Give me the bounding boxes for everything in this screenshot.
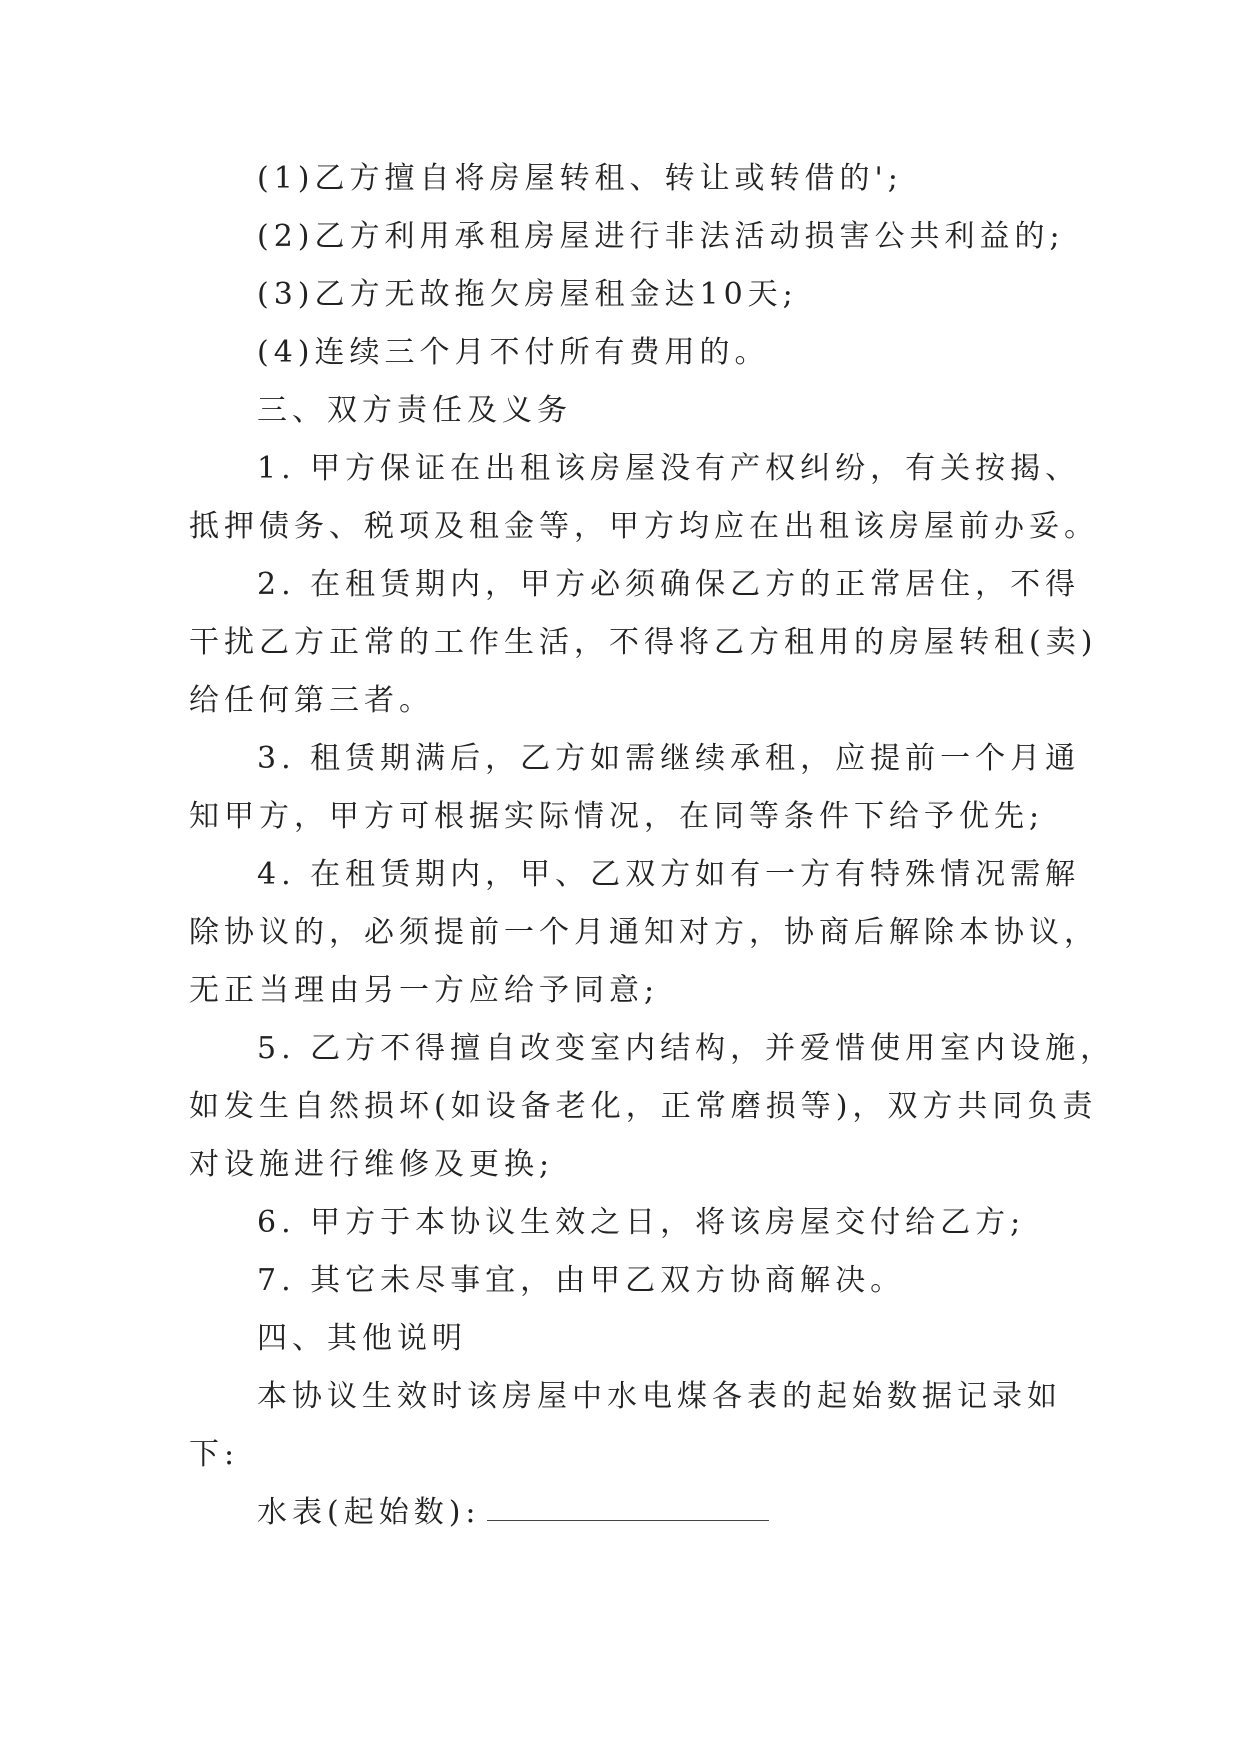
paragraph-line: 3. 租赁期满后，乙方如需继续承租，应提前一个月通 [257, 741, 1081, 776]
paragraph-line: 4. 在租赁期内，甲、乙双方如有一方有特殊情况需解 [257, 857, 1081, 892]
paragraph-line: 如发生自然损坏(如设备老化，正常磨损等)，双方共同负责 [189, 1089, 1098, 1124]
paragraph-line: 对设施进行维修及更换; [189, 1147, 555, 1182]
paragraph-line: 1. 甲方保证在出租该房屋没有产权纠纷，有关按揭、 [257, 451, 1081, 486]
section-4-paragraph [189, 1368, 1069, 1484]
section-3-item-5 [189, 1020, 1116, 1194]
section-3-item-1 [189, 440, 1099, 556]
document-body [189, 150, 1116, 1542]
section-3-item-4 [189, 846, 1099, 1020]
paragraph-line: 无正当理由另一方应给予同意; [189, 973, 660, 1008]
paragraph-line: 抵押债务、税项及租金等，甲方均应在出租该房屋前办妥。 [189, 509, 1099, 544]
water-meter-label: 水表(起始数): [257, 1495, 481, 1530]
section-3-item-3 [189, 730, 1081, 846]
termination-clause-4: (4)连续三个月不付所有费用的。 [257, 335, 770, 370]
termination-clause-2: (2)乙方利用承租房屋进行非法活动损害公共利益的; [257, 219, 1065, 254]
paragraph-line: 知甲方，甲方可根据实际情况，在同等条件下给予优先; [189, 799, 1045, 834]
paragraph-line: 干扰乙方正常的工作生活，不得将乙方租用的房屋转租(卖) [189, 625, 1098, 660]
paragraph-line: 2. 在租赁期内，甲方必须确保乙方的正常居住，不得 [257, 567, 1081, 602]
paragraph-line: 给任何第三者。 [189, 683, 434, 718]
section-3-heading: 三、双方责任及义务 [257, 393, 572, 428]
paragraph-line: 除协议的，必须提前一个月通知对方，协商后解除本协议， [189, 915, 1099, 950]
section-4-heading: 四、其他说明 [257, 1321, 467, 1356]
water-meter-row [189, 1484, 1069, 1542]
paragraph-line: 7. 其它未尽事宜，由甲乙双方协商解决。 [257, 1263, 906, 1298]
paragraph-line: 6. 甲方于本协议生效之日，将该房屋交付给乙方; [257, 1205, 1026, 1240]
water-meter-blank [487, 1519, 769, 1521]
paragraph-line: 本协议生效时该房屋中水电煤各表的起始数据记录如 [257, 1379, 1062, 1414]
section-3-item-2 [189, 556, 1098, 730]
termination-clause-1: (1)乙方擅自将房屋转租、转让或转借的'; [257, 161, 903, 196]
section-3-item-7 [189, 1252, 1069, 1310]
termination-clause-3: (3)乙方无故拖欠房屋租金达10天; [257, 277, 798, 312]
paragraph-line: 下: [189, 1437, 240, 1472]
paragraph-line: 5. 乙方不得擅自改变室内结构，并爱惜使用室内设施， [257, 1031, 1116, 1066]
section-3-item-6 [189, 1194, 1069, 1252]
